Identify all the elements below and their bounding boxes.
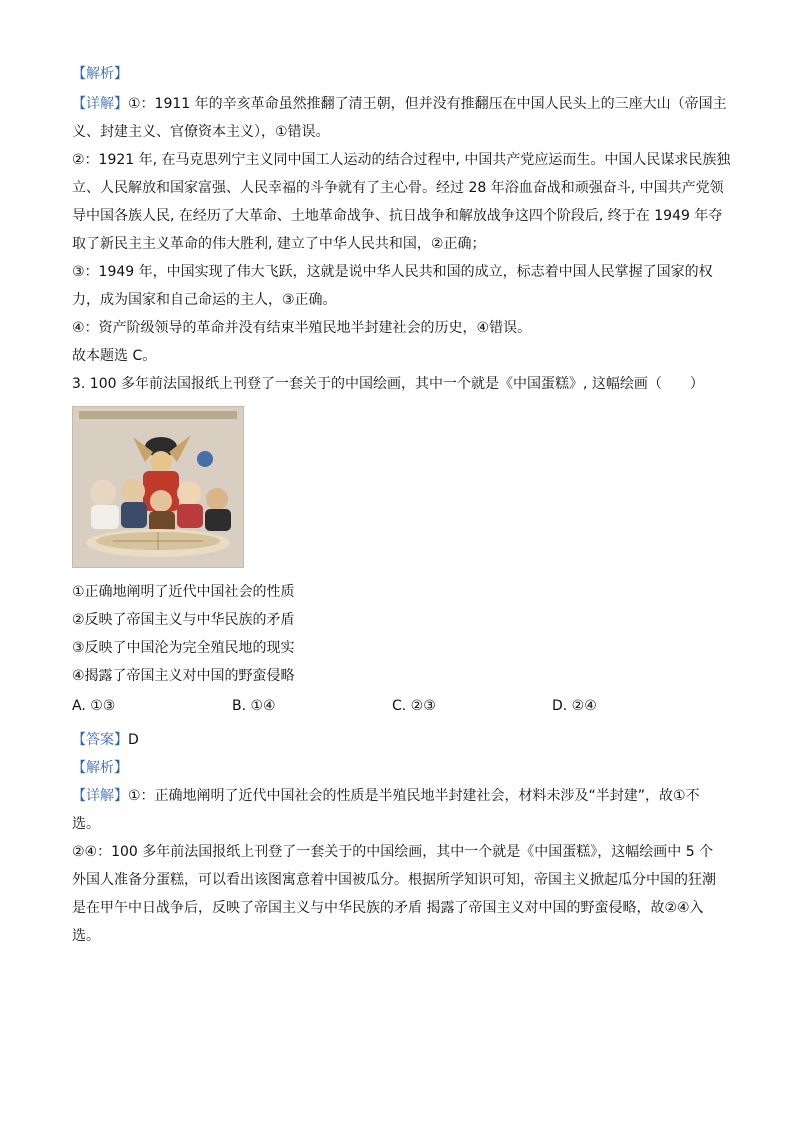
analysis-text-line: 导中国各族人民, 在经历了大革命、土地革命战争、抗日战争和解放战争这四个阶段后, 终于在 1949 年夺 <box>72 208 723 224</box>
analysis-text-line: 取了新民主主义革命的伟大胜利, 建立了中华人民共和国，②正确； <box>72 236 486 252</box>
analysis3-detail-line-1 <box>72 782 722 810</box>
analysis-text: ①：1911 年的辛亥革命虽然推翻了清王朝，但并没有推翻压在中国人民头上的三座大山（帝国主 <box>128 96 727 112</box>
option-a[interactable]: A. ①③ <box>72 698 116 714</box>
answer-options <box>72 696 722 716</box>
option-b[interactable]: B. ①④ <box>232 698 276 714</box>
analysis3-text-line: 外国人准备分蛋糕，可以看出该图寓意着中国被瓜分。根据所学知识可知，帝国主义掀起瓜分中国的狂潮 <box>72 872 716 888</box>
analysis-text-line: ③：1949 年，中国实现了伟大飞跃，这就是说中华人民共和国的成立，标志着中国人民掌握了国家的权 <box>72 264 713 280</box>
analysis-text-line: 力，成为国家和自己命运的主人，③正确。 <box>72 292 337 308</box>
analysis-text-line: 义、封建主义、官僚资本主义），①错误。 <box>72 124 330 140</box>
china-cake-cartoon-image <box>72 406 244 568</box>
analysis-detail-line-1 <box>72 90 727 118</box>
analysis3-text: ①：正确地阐明了近代中国社会的性质是半殖民地半封建社会，材料未涉及“半封建”，故①不 <box>128 788 700 804</box>
detail-heading: 【详解】 <box>72 96 128 112</box>
analysis3-text-line: 选。 <box>72 816 100 832</box>
statement-3: ③反映了中国沦为完全殖民地的现实 <box>72 640 295 656</box>
conclusion-line: 故本题选 C。 <box>72 348 157 364</box>
analysis-text-line: ②：1921 年, 在马克思列宁主义同中国工人运动的结合过程中, 中国共产党应运而生。中国人民谋求民族独 <box>72 152 731 168</box>
analysis-heading: 【解析】 <box>72 66 128 82</box>
option-c[interactable]: C. ②③ <box>392 698 436 714</box>
answer-heading: 【答案】 <box>72 732 128 748</box>
analysis-text-line: ④：资产阶级领导的革命并没有结束半殖民地半封建社会的历史，④错误。 <box>72 320 532 336</box>
analysis3-text-line: 是在甲午中日战争后，反映了帝国主义与中华民族的矛盾 揭露了帝国主义对中国的野蛮侵略，故②④入 <box>72 900 704 916</box>
detail-heading-2: 【详解】 <box>72 788 128 804</box>
statement-2: ②反映了帝国主义与中华民族的矛盾 <box>72 612 295 628</box>
statement-1: ①正确地阐明了近代中国社会的性质 <box>72 584 295 600</box>
cartoon-illustration-icon <box>73 407 243 567</box>
analysis3-text-line: 选。 <box>72 928 100 944</box>
analysis-text-line: 立、人民解放和国家富强、人民幸福的斗争就有了主心骨。经过 28 年浴血奋战和顽强奋斗, 中国共产党领 <box>72 180 724 196</box>
question-stem: 3. 100 多年前法国报纸上刊登了一套关于的中国绘画，其中一个就是《中国蛋糕》, 这幅绘画（ ） <box>72 376 704 392</box>
statement-4: ④揭露了帝国主义对中国的野蛮侵略 <box>72 668 295 684</box>
option-d[interactable]: D. ②④ <box>552 698 597 714</box>
document-page <box>72 64 731 950</box>
analysis3-text-line: ②④：100 多年前法国报纸上刊登了一套关于的中国绘画，其中一个就是《中国蛋糕》，这幅绘画中 5 个 <box>72 844 714 860</box>
analysis-heading-2: 【解析】 <box>72 760 128 776</box>
answer-value: D <box>128 732 139 748</box>
answer-line <box>72 726 722 754</box>
